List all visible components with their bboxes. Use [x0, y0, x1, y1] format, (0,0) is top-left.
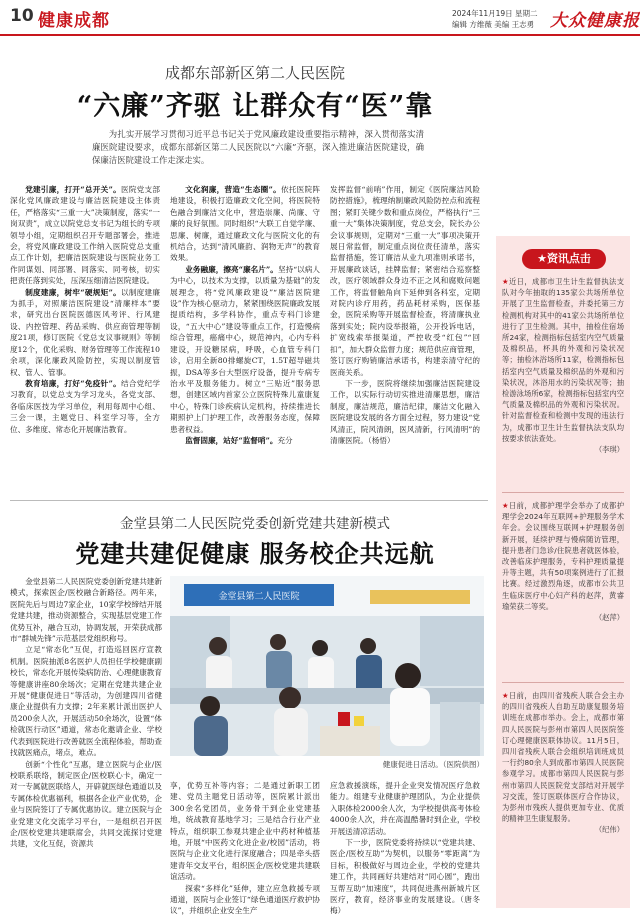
article2-title: 党建共建促健康 服务校企共远航 — [75, 539, 435, 568]
photo-banner-text: 金堂县第二人民医院 — [218, 592, 300, 602]
sidebar-tag: ★资讯点击 — [522, 249, 606, 269]
sidebar-item-2: ★日前，成都护理学会举办了成都护理学会2024年互联网+护理服务学术年会。会议围绕互联网+护理服务创新开展，延续护理与慢病随访管理，提升患者门急诊/住院患者就医体验，改善临床护理服务，专科护理质量提升等主题，共有50项案例进行了汇报比赛。经过激烈角逐，成都市公共卫生临床医疗中心妇产科的赵萍，黄睿瑜荣获二等奖。 （赵萍） — [502, 501, 625, 623]
byline: （赵萍） — [594, 613, 624, 623]
section-name: 健康成都 — [38, 11, 110, 31]
header-meta — [452, 8, 538, 30]
photo-illustration — [170, 576, 484, 756]
issue-date: 2024年11月19日 星期二 — [452, 9, 538, 18]
paragraph: 制度建廉，树牢“硬规矩”。以制度建廉为抓手，对照廉洁医院建设“清廉样本”要求，研究出台医院医德医风考评、行风建设、内控管理、药品采购、供应商管理等制度21项，修订医院《党总支议事规则》等制度12个，优化采购、财务管理等工作流程10余项，深化廉政风险防控，实现以制度管权、管人、管事。 — [10, 287, 160, 377]
paragraph: 金堂县第二人民医院党委创新党建共建新模式，探索医企/医校融合新路径。两年来，医院先后与周边7家企业，10家学校缔结开展党建共建，推动资源整合，实现基层党建工作优势互补，融合互动，协调发展，开荣获成都市“群城先锋”示范基层党组织称号。 — [10, 577, 162, 644]
article2-photo — [170, 576, 484, 756]
byline: （李琪） — [594, 445, 624, 455]
page-header — [0, 0, 640, 36]
page-number: 10 — [10, 6, 34, 26]
article1-title: “六廉”齐驱 让群众有“医”靠 — [76, 91, 434, 122]
article2-column-3 — [330, 780, 480, 916]
star-icon: ★ — [502, 277, 509, 286]
paragraph: 探索“多样化”延伸，建立应急救援专项通道，医院与企业签订“绿色通道医疗救护协议”，并组织企业安全生产 — [170, 883, 320, 916]
article1-column-1 — [10, 184, 160, 486]
paragraph: 监督固廉，站好“监督哨”。充分 — [185, 435, 293, 445]
paragraph: 下一步，医院党委将持续以“党建共建、医企/医校互助”为契机，以服务“零距离”为目标，积极做好与周边企业，学校的党建共建工作，共同画好共建结对“同心圆”，跑出互帮互助“加速度”，共同促进燕州新城片区医疗，教育，经济事业的发展建设。（唐冬梅） — [330, 838, 480, 916]
paragraph: 党建引廉，打开“总开关”。医院党支部深化党风廉政建设与廉洁医院建设主体责任，严格落实“三重一大”决策制度，落实“一岗双责”，成立以院党总支书记为组长的专项领导小组，定期组织召开专题部署会，推进会，将党风廉政建设工作纳入医院党总支重点工作计划，把廉洁医院建设与医院业务工作同谋划、同部署、同落实、同考核，切实把责任落到实处，压深压细清洁医院建设。 — [10, 185, 160, 286]
article2-subtitle: 金堂县第二人民医院党委创新党建共建新模式 — [120, 516, 390, 532]
paragraph: 业务融廉，擦亮“廉名片”。坚持“以病人为中心，以技术为支撑，以质量为基础”的发展理念，将“党风廉政建设”“廉洁医院建设”作为核心驱动力，紧紧围绕医院廉政发展提质结构，多学科协作，重点专科门诊建设，“五大中心”建设等重点工作，打造慢病综合管理，癌痛中心，规范神内，心内专科建设，开设糖尿病，呼吸，心血管专科门诊，启用全新80排螺旋CT，1.5T超导磁共振，DSA等多台大型医疗设备，提升专病专治水平及服务能力。树立“三贴近”服务思想，创建区域内首家公立医院特殊儿童康复中心，特殊门诊疾病认定机构，持续推进长期照护上门护理工作，改善服务态度，保障患者权益。 — [170, 264, 320, 434]
article1-column-3 — [330, 184, 480, 486]
paragraph: 教育培廉，打好“免疫针”。结合党纪学习教育，以党总支为学习龙头，各党支部、各临床医技为学习单位，利用每周中心组、三会一课，主题党日、科室学习等，全方位、多维度、常态化开展廉洁教育。 — [10, 378, 160, 434]
photo-caption: 健康促进日活动。（医院供图） — [382, 760, 484, 769]
paragraph: 立足“常态化”互促，打造巡回医疗宣教机制。医院抽派8名医护人员担任学校健康副校长，常态化开展传染病防治、心理健康教育等健康讲座80余场次；定期在党建共建企业开展“健康促进日”等活动，为创建四川省健康企业提供有力支撑；2年来累计派出医护人员200余人次，开展活动50余场次，设置“体检就医行动区”通道，常态化邀请企业、学校代表到医院进行改善就医全流程体验，帮助查找就医痛点，堵点，难点。 — [10, 645, 162, 758]
sidebar-divider — [502, 492, 624, 493]
paragraph: 下一步，医院将继续加强廉洁医院建设工作，以实际行动切实推进清廉思想，廉洁制度，廉洁规范，廉洁纪律，廉洁文化融入医院建设发展的各方面全过程，努力建设“党风清正，院风清朗，医风清新，行风清明”的清廉医院。（杨悟） — [330, 378, 480, 445]
sidebar-divider — [502, 682, 624, 683]
sidebar-item-1: ★近日，成都市卫生计生监督执法支队对今年抽取的135家公共场所单位开展了卫生监督检查，并委托第三方检测机构对其中的41家公共场所单位进行了卫生检测。其中，抽检住宿场所24家，检测指标包括室内空气质量及棉织品，杯具的外观和污染状况等；抽检沐浴场所11家，检测指标包括室内空气质量及棉织品的外观和污染状况，沐浴用水的污染状况等；抽检游泳场所6家，检测指标包括室内空气质量及棉织品的外观和污染状况。针对监督检查和检测中发现的违法行为，成都市卫生计生监督执法支队均按要求依法查处。 （李琪） — [502, 277, 625, 455]
star-icon: ★ — [502, 691, 509, 700]
paragraph: 应急救援演练，提升企业突发情况医疗急救能力。组建专业健康护理团队，为企业提供入职体检2000余人次，为学校提供高考体检4000余人次，并在高温酷暑时到企业，学校开展送清凉活动。 — [330, 781, 480, 836]
article2-column-1 — [10, 576, 162, 906]
sidebar-item-3: ★日前，由四川省残疾人联合会主办的四川省残疾人自助互助康复服务培训班在成都市举办。会上，成都市第四人民医院与彭州市第四人民医院签订心理健康医联体协议。11月5日，四川省残疾人联合会组织培训班成员一行约80余人到成都市第四人民医院参观学习。成都市第四人民医院与彭州市第四人民医院党支部结对开展学习交流，签订医联体医疗合作协议，为彭州市残疾人提供更加专业、优质的精神卫生康复服务。 （纪伟） — [502, 691, 625, 835]
editors: 编辑 方维薇 美编 王志勇 — [452, 20, 535, 29]
article1-column-2 — [170, 184, 320, 486]
article2-column-2 — [170, 780, 320, 916]
star-icon: ★ — [502, 501, 509, 510]
paragraph: 创新“个性化”互惠，建立医院与企业/医校联系联络，制定医企/医校联心卡，确定一对一专属就医联络人，开辟就医绿色通道以及专属体检优惠福利，根据各企业产业优势，企业与医院签订了专属优惠协议。建立医院与企业党建文化交流学习平台，一是组织召开医企/医校党建共建联席会，共同交流探讨党建共建，文化互促，资源共 — [10, 759, 162, 849]
article1-lead: 为扎实开展学习贯彻习近平总书记关于党风廉政建设重要指示精神，深入贯彻落实清廉医院建设要求，成都东部新区第二人民医院以“六廉”齐驱，深入推进廉洁医院建设，确保廉洁医院建设工作走深走实。 — [92, 129, 424, 165]
newspaper-logo: 大众健康报 — [550, 11, 640, 31]
paragraph: 发挥监督“前哨”作用，制定《医院廉洁风险防控措施》，梳理纳制廉政风险防控点和流程图；紧盯关键少数和重点岗位，严格执行“三重一大”集体决策制度，党总支会，院长办公会议事规则，定期对“三重一大”事项决策开展日常监督，制定重点岗位责任清单，落实监督措施，签订廉洁从业九项准则承诺书，开展廉政谈话，挂牌监督；紧密结合巡察整改，医疗领域群众身边不正之风和腐败问题工作，将监督触角向下延伸到各科室，定期对院内诊疗用药，药品耗材采购，医保基金，医院采购等开展监督检查，将清廉执业落到实处；院内设举报箱，公开投诉电话，扩宽线索举报渠道，严控收受“红包”“回扣”，加大群众监督力度；规范供应商管理，签订医疗购销廉洁承诺书，构建亲清守纪的医商关系。 — [330, 185, 480, 377]
paragraph: 享，优势互补等内容；二是通过新职工团建、党员主题党日活动等，医院累计派出300余名党团员，业务骨干到企业党建基地，统战教育基地学习；三是结合行业产业特点，组织职工参观共建企业中药材种植基地，开展“中医药文化进企业/校园”活动，将医院与企业文化进行深度融合；四是牵头搭建青年交友平台，组织医企/医校党建共建联谊活动。 — [170, 781, 320, 882]
paragraph: 文化润廉，营造“生态圈”。依托医院阵地建设，积极打造廉政文化空间，将医院特色融合到廉洁文化中，营造崇廉、尚廉、守廉的良好氛围。同时组织“大联工自觉学廉、思廉、树廉，通过廉政文化与医院文化的有机结合，达到“清风廉韵、润物无声”的教育效果。 — [170, 185, 320, 263]
article1-subtitle: 成都东部新区第二人民医院 — [164, 64, 345, 82]
article-divider — [10, 500, 488, 501]
byline: （纪伟） — [594, 825, 624, 835]
